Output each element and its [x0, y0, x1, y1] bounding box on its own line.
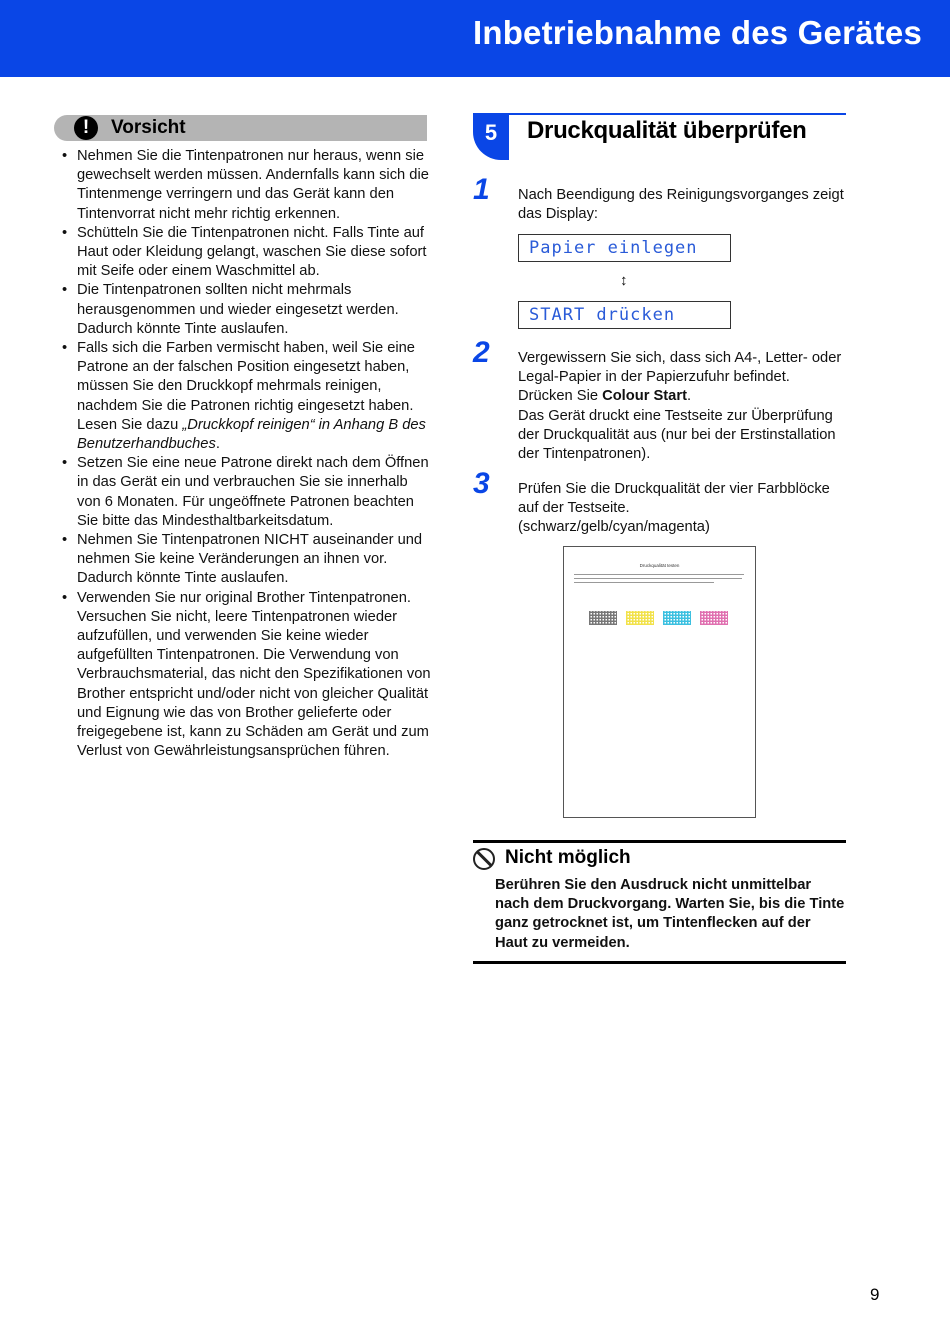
caution-item-note: Versuchen Sie nicht, leere Tintenpatronen wieder aufzufüllen, und verwenden Sie keine wieder aufgefüllten Tintenpatronen. Die Verwendung von Verbrauchsmaterial, das nicht den Spezifikationen von Brother entspricht und/oder nicht von gleicher Qualität und Eignung wie das von Brother gelieferte oder freigegebene ist, kann zu Schäden am Gerät und zum Verlust von Gewährleistungsansprüchen führen.	[77, 608, 431, 760]
test-page-text-line	[574, 578, 742, 579]
manual-reference: „Druckkopf reinigen“ in Anhang B des Benutzerhandbuches	[77, 416, 426, 453]
warning-text: Berühren Sie den Ausdruck nicht unmittelbar nach dem Druckvorgang. Warten Sie, bis die Tinte ganz getrocknet ist, um Tintenflecken auf der Haut zu vermeiden.	[495, 877, 845, 951]
page-header-title: Inbetriebnahme des Gerätes	[472, 14, 922, 51]
test-page-title: Druckqualität testen	[639, 563, 680, 568]
page-header	[0, 0, 950, 77]
caution-item-text: Verwenden Sie nur original Brother Tintenpatronen.	[77, 589, 411, 606]
caution-item-text-end: .	[215, 436, 220, 453]
caution-item	[60, 281, 434, 339]
step-text-part: Das Gerät druckt eine Testseite zur Überprüfung der Druckqualität aus (nur bei der Erstinstallation der Tintenpatronen).	[518, 407, 836, 463]
prohibited-icon	[473, 848, 495, 870]
step-text-part: (schwarz/gelb/cyan/magenta)	[518, 519, 710, 536]
step-text	[518, 480, 848, 538]
lcd-text: START drücken	[529, 305, 676, 325]
test-page-text-line	[574, 574, 744, 575]
section-title: Druckqualität überprüfen	[527, 117, 807, 144]
caution-item-text: Die Tintenpatronen sollten nicht mehrmals herausgenommen und wieder eingesetzt werden. Dadurch könnte Tinte auslaufen.	[77, 282, 399, 337]
caution-item-text: Nehmen Sie Tintenpatronen NICHT auseinander und nehmen Sie keine Veränderungen an ihnen vor. Dadurch könnte Tinte auslaufen.	[77, 532, 423, 587]
step-number: 1	[473, 173, 490, 206]
step-text-part: Vergewissern Sie sich, dass sich A4-, Letter- oder Legal-Papier in der Papierzufuhr befindet.	[518, 350, 842, 386]
yellow-color-block	[626, 611, 654, 625]
cyan-color-block	[663, 611, 691, 625]
warning-top-rule	[473, 840, 846, 843]
page-number: 9	[870, 1285, 880, 1304]
step-text: Nach Beendigung des Reinigungsvorganges zeigt das Display:	[518, 187, 844, 223]
caution-item-text: Schütteln Sie die Tintenpatronen nicht. Falls Tinte auf Haut oder Kleidung gelangt, waschen Sie diese sofort mit Seife oder einem Waschmittel ab.	[77, 224, 427, 280]
caution-item-text: Falls sich die Farben vermischt haben, weil Sie eine Patrone an der falschen Position eingesetzt haben, müssen Sie den Druckkopf mehrmals reinigen, nachdem Sie die Patronen richtig eingesetzt haben. Lesen Sie dazu	[77, 340, 415, 433]
caution-banner	[54, 115, 427, 141]
caution-item	[60, 339, 434, 454]
section-number-badge: 5	[473, 115, 509, 160]
step-text-part: Prüfen Sie die Druckqualität der vier Farbblöcke auf der Testseite.	[518, 481, 830, 517]
test-page-text-line	[574, 582, 714, 583]
test-page-illustration	[563, 546, 756, 818]
caution-item-text: Nehmen Sie die Tintenpatronen nur heraus, wenn sie gewechselt werden müssen. Andernfalls kann sich die Tintenmenge verringern und das Gerät kann den Tintenvorrat nicht mehr richtig erkennen.	[77, 148, 429, 222]
lcd-text: Papier einlegen	[529, 238, 698, 258]
up-down-arrow-icon: ↕	[620, 272, 628, 289]
section-top-rule	[473, 113, 846, 115]
caution-list	[60, 147, 434, 762]
magenta-color-block	[700, 611, 728, 625]
caution-item	[60, 454, 434, 531]
exclamation-icon: !	[74, 116, 98, 140]
colour-start-key: Colour Start	[602, 388, 687, 405]
step-number: 3	[473, 467, 490, 500]
lcd-display-line1	[518, 234, 731, 262]
caution-item	[60, 589, 434, 762]
black-color-block	[589, 611, 617, 625]
step-number: 2	[473, 336, 490, 369]
caution-item	[60, 531, 434, 589]
step-text-part: .	[686, 388, 692, 405]
step-text-part: Drücken Sie	[518, 388, 603, 405]
lcd-display-line2	[518, 301, 731, 329]
warning-title: Nicht möglich	[505, 847, 631, 868]
caution-label: Vorsicht	[111, 117, 186, 138]
caution-item-text: Setzen Sie eine neue Patrone direkt nach dem Öffnen in das Gerät ein und verbrauchen Sie sie innerhalb von 6 Monaten. Für ungeöffnete Patronen beachten Sie bitte das Mindesthaltbarkeitsdatum.	[77, 455, 429, 529]
caution-item	[60, 224, 434, 282]
step-text	[518, 349, 848, 464]
caution-item	[60, 147, 434, 224]
warning-bottom-rule	[473, 961, 846, 964]
